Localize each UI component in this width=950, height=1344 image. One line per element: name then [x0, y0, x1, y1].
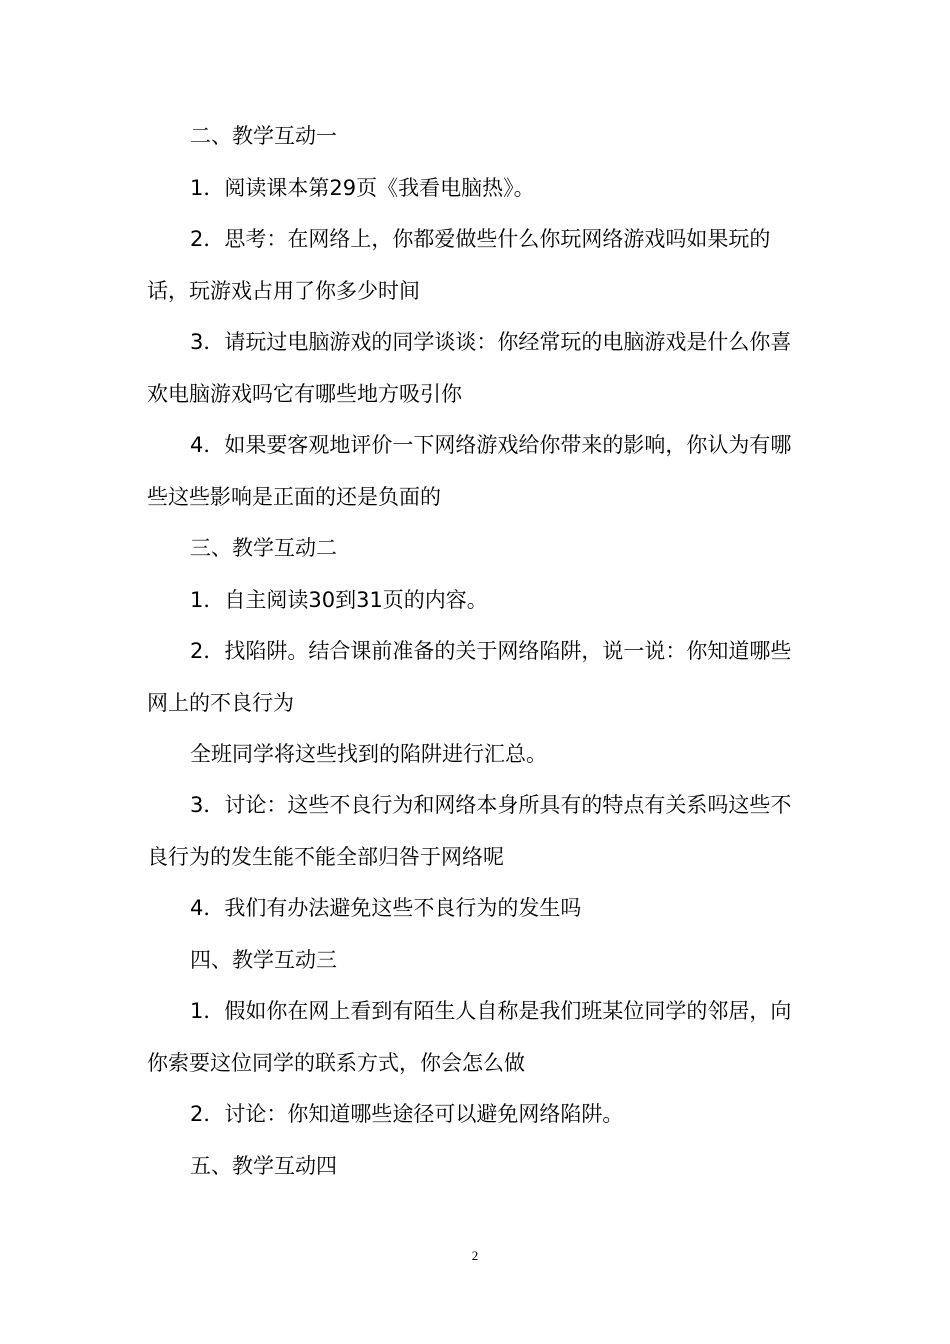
paragraph: 4．如果要客观地评价一下网络游戏给你带来的影响，你认为有哪些这些影响是正面的还是负面的: [147, 433, 792, 509]
paragraph: 3．讨论：这些不良行为和网络本身所具有的特点有关系吗这些不良行为的发生能不能全部归咎于网络呢: [147, 793, 792, 869]
section-heading: 五、教学互动四: [190, 1154, 337, 1178]
section-heading: 三、教学互动二: [190, 536, 337, 560]
paragraph: 1．假如你在网上看到有陌生人自称是我们班某位同学的邻居，向你索要这位同学的联系方式，你会怎么做: [147, 999, 792, 1075]
paragraph: 2．找陷阱。结合课前准备的关于网络陷阱，说一说：你知道哪些网上的不良行为: [147, 639, 792, 715]
section-heading: 二、教学互动一: [190, 124, 337, 148]
paragraph: 2．思考：在网络上，你都爱做些什么你玩网络游戏吗如果玩的话，玩游戏占用了你多少时间: [147, 227, 771, 303]
paragraph: 2．讨论：你知道哪些途径可以避免网络陷阱。: [190, 1102, 624, 1126]
section-heading: 四、教学互动三: [190, 948, 337, 972]
paragraph: 全班同学将这些找到的陷阱进行汇总。: [190, 742, 547, 766]
paragraph: 4．我们有办法避免这些不良行为的发生吗: [190, 896, 582, 920]
page-number: 2: [471, 1248, 479, 1263]
paragraph: 1．自主阅读30到31页的内容。: [190, 588, 488, 612]
paragraph: 3．请玩过电脑游戏的同学谈谈：你经常玩的电脑游戏是什么你喜欢电脑游戏吗它有哪些地方吸引你: [147, 330, 792, 406]
paragraph: 1．阅读课本第29页《我看电脑热》。: [190, 176, 535, 200]
